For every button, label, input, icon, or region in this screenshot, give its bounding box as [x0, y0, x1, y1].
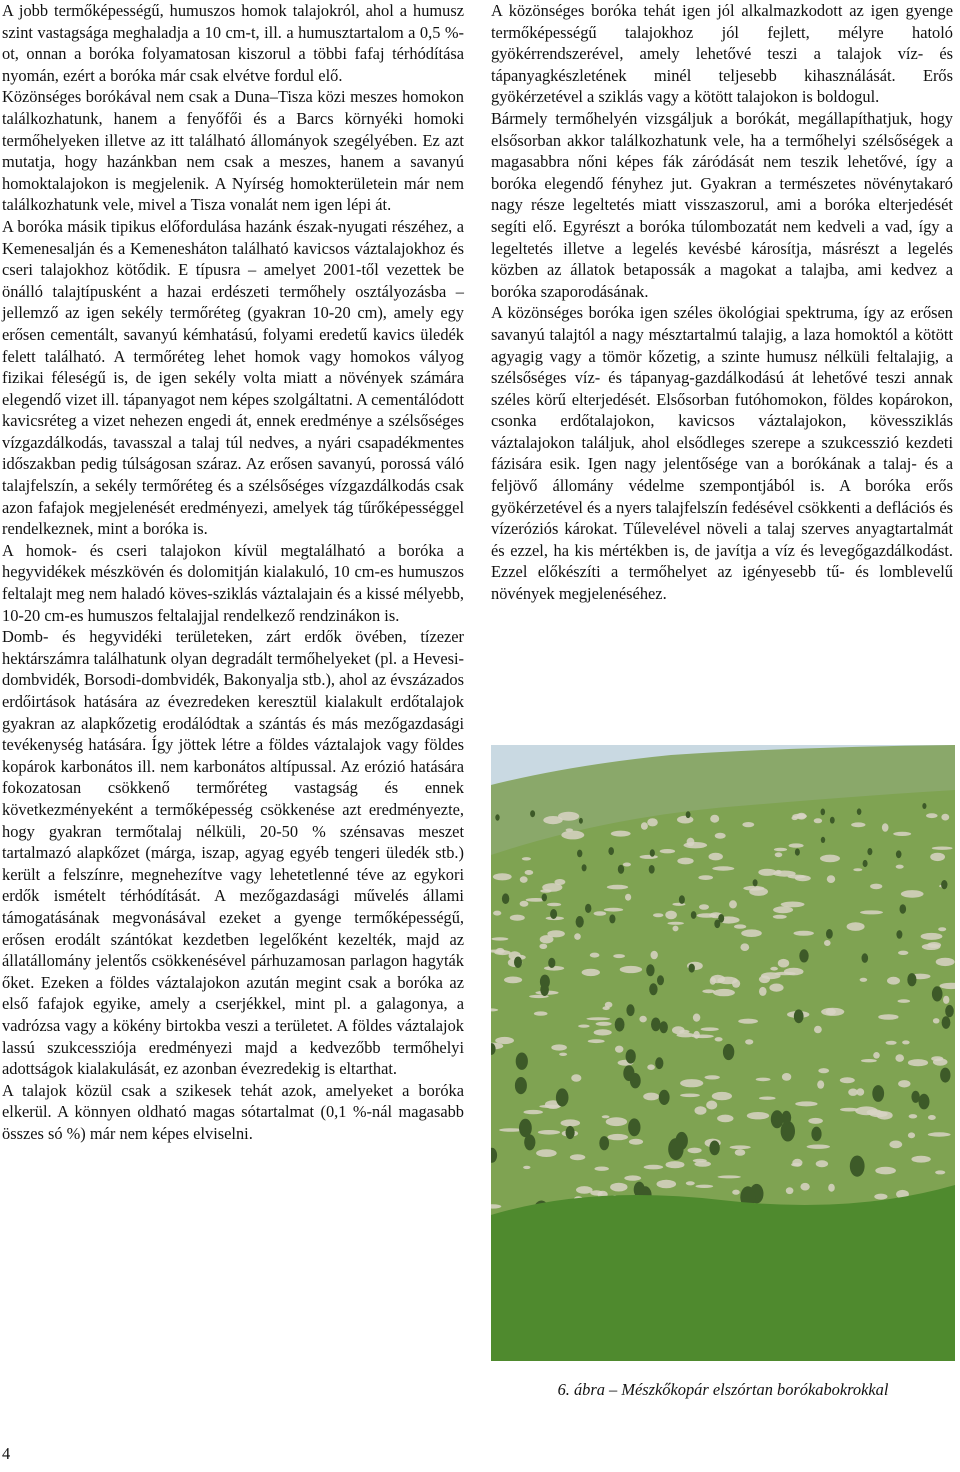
juniper-shrub: [945, 1005, 954, 1017]
juniper-shrub: [626, 1004, 634, 1016]
page-number: 4: [2, 1444, 11, 1463]
rock: [734, 924, 746, 928]
rock: [523, 1166, 530, 1169]
juniper-shrub: [609, 914, 615, 923]
rock: [522, 857, 531, 860]
rock: [566, 828, 573, 831]
rock: [510, 915, 525, 921]
rock: [576, 1186, 593, 1194]
rock: [941, 814, 949, 821]
rock: [657, 1180, 677, 1189]
rock: [520, 876, 528, 883]
rock: [536, 1149, 557, 1157]
rock: [644, 1165, 663, 1170]
juniper-shrub: [811, 1127, 821, 1142]
rock: [604, 908, 623, 912]
rock: [756, 1078, 771, 1082]
rock: [908, 1132, 915, 1138]
paragraph: A közönséges boróka igen széles ökológiai spektruma, így az erősen savanyú talajtól a nagy mésztartalmú talajig, a laza homoktól a kötött agyagig vagy a tömör kőzetig, a szinte humusz nélküli feltalajig, a szélsőséges víz- és tápanyag-gazdálkodású át lehetővé teszi annak széles körű elterjedését. Elsősorban futóhomokon, földes kopárokon, csonka erdőtalajokon, kavicsos váztalajokon, kövessziklás váztalajokon találjuk, ahol elsődleges szerepe a szukcesszió kezdeti fázisára esik. Igen nagy jelentősége van a borókának a talaj- és a feljövő állomány védelme szempontjából is. A boróka erős gyökérzetével és a nyers talajfelszín fedésével csökkenti a deflációs és vízeróziós károkat. Tűlevelével növeli a talaj szerves anyagtartalmát és ezzel, ha kis mértékben is, de javítja a víz és levegőgazdálkodást. Ezzel előkészíti a termőhelyet az igényesebb tű- és lomblevelű növények megjelenéséhez.: [491, 303, 953, 604]
juniper-shrub: [795, 849, 800, 856]
rock: [693, 1014, 700, 1022]
juniper-shrub: [515, 1077, 527, 1094]
rock: [538, 1130, 560, 1135]
rock: [623, 863, 631, 867]
juniper-shrub: [657, 975, 664, 985]
juniper-shrub: [794, 1009, 804, 1023]
rock: [641, 822, 648, 829]
rock: [717, 1115, 733, 1123]
rock: [595, 1167, 609, 1171]
rock: [524, 1110, 543, 1114]
rock: [709, 853, 723, 861]
rock: [539, 944, 547, 949]
right-text-column: [491, 0, 953, 605]
rock: [493, 911, 501, 916]
paragraph: A talajok közül csak a szikesek tehát azok, amelyeket a boróka elkerül. A könnyen oldható magas sótartalmat (0,1 %-nál magasabb összes só %) már nem képes elviselni.: [2, 1080, 464, 1143]
rock: [735, 1149, 746, 1156]
rock: [745, 1039, 753, 1044]
juniper-shrub: [577, 850, 582, 858]
juniper-shrub: [495, 814, 499, 820]
rock: [875, 1167, 896, 1175]
juniper-shrub: [872, 1085, 884, 1102]
rock: [653, 913, 663, 917]
rock: [588, 1039, 605, 1043]
rock: [712, 866, 734, 870]
limestone-slope-photo: [491, 745, 955, 1361]
juniper-shrub: [542, 894, 547, 902]
rock: [774, 972, 795, 976]
juniper-shrub: [821, 809, 826, 816]
rock: [759, 1097, 776, 1100]
rock: [693, 1031, 699, 1039]
juniper-shrub: [723, 1044, 734, 1060]
rock: [571, 1074, 581, 1081]
rock: [856, 1088, 864, 1095]
rock: [889, 1141, 902, 1149]
rock: [732, 1190, 740, 1195]
rock: [534, 1011, 548, 1015]
rock: [603, 1006, 610, 1010]
rock: [860, 978, 868, 982]
rock: [602, 1115, 610, 1118]
rock: [705, 1075, 720, 1079]
rock: [759, 987, 767, 996]
rock: [898, 999, 911, 1003]
rock: [878, 1014, 898, 1020]
rock: [943, 996, 949, 1004]
rock: [789, 843, 804, 847]
rock: [895, 1054, 904, 1062]
rock: [718, 1175, 741, 1178]
juniper-shrub: [850, 1156, 865, 1177]
rock: [851, 822, 865, 827]
juniper-shrub: [919, 1094, 930, 1110]
juniper-shrub: [615, 1018, 625, 1032]
rock: [542, 883, 562, 892]
juniper-shrub: [896, 850, 902, 858]
rock: [827, 875, 835, 883]
paragraph: Domb- és hegyvidéki területeken, zárt erdők övében, tízezer hektárszámra találhatunk olyan degradált termőhelyeket (pl. a Hevesi-dombvidék, Borsodi-dombvidék, Bakonyalja stb.), ahol az évszázados erdőirtások hatására az évezredeken keresztül kialakult erdőtalajok gyakran az alapkőzetig erodálódtak a szántás és más mezőgazdasági tevékenység hatására. Így jöttek létre a földes váztalajok vagy földes kopárok karbonátos ill. nem karbonátos altípussal. Az erózió hatására fokozatosan csökkenő termőréteg vastagság és ennek következményeként a termőképesség csökkenése azt eredményezte, hogy gyakran termőtalaj nélküli, 20-50 % szénsavas meszet tartalmazó alapkőzet (márga, iszap, agyag egyéb tengeri üledék stb.) került a felszínre, megnehezítve vagy lehetetlenné téve az egykori erdők ismételt térhódítását. A mezőgazdasági művelés állami támogatásának megvonásával ezeket a gyenge termőképességű, erősen erodált szántókat kezdetben legelőként kezelték, majd az állatállomány jelentős csökkenésével párhuzamosan parlagon hagyták őket. Ezeken a földes váztalajokon azután megint csak a boróka az első fafajok egyike, amely a cserjékkel, mint pl. a galagonya, a vadrózsa vagy a kökény birtokba veszi a területet. A földes váztalajok lassú szukcessziója eredményezi majd a kedvezőbb termőhelyi adottságok kialakulását, ez azonban évezredekig is eltarthat.: [2, 627, 464, 1079]
paragraph: Bármely termőhelyén vizsgáljuk a borókát, megállapíthatjuk, hogy elsősorban akkor találkozhatunk vele, ha a termőhelyi szélsőségek a magasabbra nőni képes fák záródását nem teszik lehetővé, így a boróka elegendő fényhez jut. Gyakran a természetes növénytakaró nagy része legeltetés miatt visszaszorul, ami a boróka elterjedését segíti elő. Egyrészt a boróka túlombozatát nem kedveli a vad, így a legeltetés illetve a legelés kevésbé károsítja, másrészt a legelés közben az állatok betapossák a magokat a talajba, ami kedvez a boróka szaporodásának.: [491, 108, 953, 301]
rock: [870, 884, 882, 890]
juniper-shrub: [579, 818, 583, 824]
rock: [677, 858, 693, 865]
juniper-shrub: [867, 848, 872, 855]
rock: [615, 1046, 623, 1053]
juniper-shrub: [649, 983, 657, 995]
rock: [613, 954, 625, 958]
rock: [814, 1026, 822, 1034]
rock: [688, 1148, 702, 1154]
rock: [821, 1008, 844, 1016]
juniper-shrub: [753, 879, 758, 886]
juniper-shrub: [550, 909, 557, 919]
juniper-shrub: [556, 1088, 569, 1106]
juniper-shrub: [826, 929, 833, 939]
rock: [715, 1037, 723, 1041]
rock: [873, 1052, 880, 1059]
juniper-shrub: [862, 953, 869, 963]
rock: [643, 1093, 659, 1101]
rock: [828, 1184, 835, 1192]
juniper-shrub: [896, 930, 902, 939]
juniper-shrub: [502, 893, 509, 904]
rock: [758, 869, 776, 876]
rock: [693, 1159, 707, 1163]
rock: [818, 1068, 829, 1073]
juniper-shrub: [628, 1118, 640, 1136]
juniper-shrub: [821, 837, 825, 843]
rock: [672, 1026, 685, 1034]
rock: [893, 832, 911, 836]
rock: [928, 1115, 936, 1120]
juniper-shrub: [942, 1016, 951, 1029]
juniper-shrub: [530, 810, 535, 817]
rock: [640, 855, 658, 859]
juniper-shrub: [714, 920, 720, 929]
rock: [848, 1089, 858, 1096]
rock: [547, 930, 565, 937]
rock: [610, 1183, 627, 1192]
rock: [582, 969, 600, 976]
juniper-shrub: [618, 865, 624, 874]
rock: [607, 1134, 628, 1140]
paragraph: A jobb termőképességű, humuszos homok talajokról, ahol a humusz szint vastagsága meghaladja a 10 cm-t, ill. a humusztartalom a 0,5 %-ot, onnan a boróka folyamatosan kiszorul a többi fafaj térhódítása nyomán, ezért a boróka már csak elvétve fordul elő.: [2, 1, 464, 85]
rock: [666, 1161, 685, 1168]
rock: [808, 1118, 823, 1124]
rock: [807, 1145, 830, 1149]
juniper-shrub: [668, 1138, 683, 1160]
juniper-shrub: [566, 1126, 575, 1139]
rock: [673, 926, 679, 932]
rock: [898, 1080, 910, 1087]
rock: [909, 1114, 918, 1118]
rock: [699, 904, 709, 910]
rock: [687, 838, 695, 847]
rock: [712, 1092, 732, 1100]
rock: [860, 910, 883, 914]
rock: [742, 822, 754, 827]
rock: [710, 815, 719, 823]
rock: [594, 1029, 612, 1035]
rock: [586, 1017, 610, 1020]
juniper-shrub: [907, 973, 916, 986]
juniper-shrub: [519, 1119, 532, 1137]
rock: [660, 849, 675, 853]
rock: [520, 901, 529, 907]
juniper-shrub: [576, 916, 584, 928]
rock: [730, 1145, 751, 1149]
rock: [697, 913, 717, 918]
rock: [607, 885, 628, 890]
juniper-shrub: [626, 1049, 636, 1063]
rock: [686, 1181, 695, 1185]
juniper-shrub: [709, 1141, 719, 1156]
rock: [795, 1101, 817, 1106]
rock: [930, 853, 945, 861]
rock: [491, 937, 508, 940]
rock: [667, 922, 684, 925]
rock: [639, 1016, 646, 1023]
rock: [814, 818, 822, 823]
rock: [794, 931, 814, 936]
rock: [928, 1132, 951, 1136]
rock: [853, 868, 862, 871]
rock: [882, 823, 889, 832]
rock: [570, 1154, 585, 1160]
rock: [775, 870, 781, 874]
rock: [926, 813, 938, 818]
rock: [620, 966, 642, 973]
rock: [740, 943, 749, 951]
rock: [559, 1053, 567, 1056]
juniper-shrub: [686, 811, 691, 818]
rock: [922, 944, 941, 950]
rock: [702, 989, 715, 993]
rock: [596, 1022, 612, 1026]
juniper-shrub: [771, 1110, 784, 1128]
rock: [896, 865, 904, 869]
rock: [938, 927, 946, 931]
rock: [749, 887, 768, 896]
rock: [611, 831, 631, 837]
rock: [629, 1139, 643, 1145]
paragraph: A homok- és cseri talajokon kívül megtalálható a boróka a hegyvidékek mészkövén és dolomitján kialakuló, 10 cm-es humuszos feltalajt meg nem haladó köves-sziklás váztalajain és a kissé mélyebb, 10-20 cm-es humuszos feltalajjal rendelkező rendzinákon is.: [2, 540, 464, 625]
rock: [847, 922, 865, 931]
rock: [778, 959, 789, 968]
rock: [647, 1064, 655, 1070]
paragraph: A boróka másik tipikus előfordulása hazánk észak-nyugati részéhez, a Kemenesalján és a Kemenesháton található kavicsos váztalajokhoz és cseri talajokhoz kötődik. E típusra – amelyet 2001-től vezettek be önálló talajtípusként a hazai erdészeti termőhely osztályozásba – jellemző az igen sekély termőréteg (gyakran 10-20 cm), amely egy erősen cementált, savanyú kémhatású, folyami eredetű kavics üledék felett található. A termőréteg lehet homok vagy homokos vályog fizikai féleségű is, de igen sekély volta miatt a növények számára elegendő vizet ill. tápanyagot nem képes szolgáltatni. A cementálódott kavicsréteg a vizet nehezen engedi át, ennek eredménye a szélsőséges vízgazdálkodás, tavasszal a talaj túl nedves, a nyári csapadékmentes időszakban pedig túlságosan száraz. Az erősen savanyú, porossá váló talajfelszín, a sekély termőréteg és a szélsőséges vízgazdálkodás csak azon fafajok megjelenését eredményezi, amelyek tág tűrőképességgel rendelkeznek, mint a boróka is.: [2, 216, 464, 539]
rock: [647, 818, 658, 826]
rock: [525, 870, 534, 875]
rock: [715, 833, 726, 839]
juniper-shrub: [649, 865, 655, 874]
rock: [561, 831, 584, 840]
juniper-shrub: [689, 964, 695, 973]
rock: [800, 1183, 809, 1191]
photo-illustration: [491, 745, 955, 1361]
paragraph: A közönséges boróka tehát igen jól alkalmazkodott az igen gyenge termőképességű talajokhoz jól fejlett, mélyre hatoló gyökérrendszerével, amely lehetővé teszi a talajok víz- és tápanyagkészletének minél teljesebb kihasználását. Erős gyökérzetével a sziklás vagy a kötött talajokon is boldogul.: [491, 1, 953, 107]
rock: [680, 1094, 700, 1098]
rock: [747, 1112, 769, 1119]
rock: [493, 873, 512, 880]
rock: [713, 989, 735, 996]
rock: [706, 1101, 717, 1110]
rock: [770, 967, 778, 971]
figure-caption: 6. ábra – Mészkőkopár elszórtan borókabokrokkal: [557, 1380, 889, 1399]
rock: [665, 911, 677, 920]
juniper-shrub: [599, 1136, 609, 1150]
juniper-shrub: [548, 958, 555, 968]
rock: [701, 1027, 719, 1031]
rock: [933, 1018, 940, 1023]
left-text-column: [2, 0, 464, 1144]
rock: [680, 1079, 703, 1087]
juniper-shrub: [516, 1053, 528, 1070]
juniper-shrub: [540, 984, 549, 996]
rock: [677, 816, 693, 824]
juniper-shrub: [659, 1090, 670, 1105]
rock: [921, 933, 943, 940]
rock: [695, 1185, 713, 1188]
juniper-shrub: [830, 817, 835, 824]
rock: [902, 1040, 910, 1044]
rock: [936, 958, 955, 966]
rock: [874, 1194, 887, 1200]
rock: [932, 847, 953, 850]
rock: [594, 911, 607, 916]
rock: [551, 1044, 567, 1050]
rock: [543, 816, 562, 824]
juniper-shrub: [863, 860, 868, 867]
juniper-shrub: [655, 1057, 663, 1069]
rock: [774, 848, 787, 852]
juniper-shrub: [585, 904, 591, 913]
rock: [578, 1025, 590, 1028]
rock: [741, 929, 762, 937]
rock: [817, 1080, 824, 1088]
juniper-shrub: [660, 1021, 668, 1033]
rock: [911, 1156, 930, 1163]
rock: [729, 900, 737, 908]
juniper-shrub: [630, 1073, 641, 1088]
rock: [504, 977, 522, 984]
rock: [781, 902, 805, 908]
rock: [840, 1077, 855, 1083]
rock: [695, 1106, 707, 1115]
rock: [496, 948, 505, 954]
rock: [561, 1119, 581, 1126]
juniper-shrub: [514, 957, 522, 968]
grass-foreground: [491, 1185, 955, 1361]
rock: [773, 906, 793, 913]
rock: [820, 855, 840, 863]
juniper-shrub: [650, 849, 655, 857]
juniper-shrub: [646, 964, 654, 976]
rock: [887, 977, 900, 985]
rock: [590, 953, 600, 958]
rock: [908, 1059, 928, 1066]
rock: [574, 933, 581, 940]
rock: [624, 1175, 641, 1180]
rock: [786, 1187, 794, 1194]
rock: [791, 1163, 801, 1167]
rock: [861, 1059, 877, 1062]
juniper-shrub: [932, 986, 943, 1001]
rock: [898, 951, 908, 955]
rock: [792, 814, 807, 819]
rock: [886, 1041, 897, 1045]
rock: [775, 852, 783, 857]
juniper-shrub: [940, 1068, 950, 1083]
juniper-shrub: [900, 904, 907, 913]
juniper-shrub: [857, 808, 862, 815]
paragraph: Közönséges borókával nem csak a Duna–Tisza közi meszes homokon találkozhatunk, hanem a fenyőfői és a Barcs környéki homoki termőhelyeken illetve az itt található állományok szegélyében. Ez azt mutatja, hogy hazánkban nem csak a meszes, hanem a savanyú homoktalajokon is megjelenik. A Nyírség homokterületein már nem találkozhatunk vele, mivel a Tisza vonalát nem igen lépi át.: [2, 87, 464, 215]
rock: [824, 940, 831, 946]
juniper-shrub: [608, 847, 614, 855]
rock: [698, 875, 713, 880]
rock: [782, 1073, 791, 1081]
rock: [935, 1170, 945, 1174]
rock: [901, 890, 924, 898]
rock: [651, 951, 658, 960]
juniper-shrub: [799, 949, 808, 962]
rock: [855, 1106, 878, 1115]
rock: [738, 1019, 758, 1024]
rock: [816, 1160, 828, 1167]
rock: [547, 903, 561, 907]
rock: [769, 984, 783, 992]
juniper-shrub: [691, 911, 697, 919]
rock: [773, 915, 787, 919]
rock: [933, 1058, 948, 1065]
juniper-shrub: [679, 895, 685, 904]
juniper-shrub: [941, 880, 947, 889]
juniper-shrub: [651, 1018, 661, 1032]
juniper-shrub: [582, 864, 587, 871]
rock: [625, 894, 631, 901]
rock: [711, 975, 725, 984]
rock: [606, 1117, 627, 1126]
juniper-shrub: [922, 803, 926, 809]
